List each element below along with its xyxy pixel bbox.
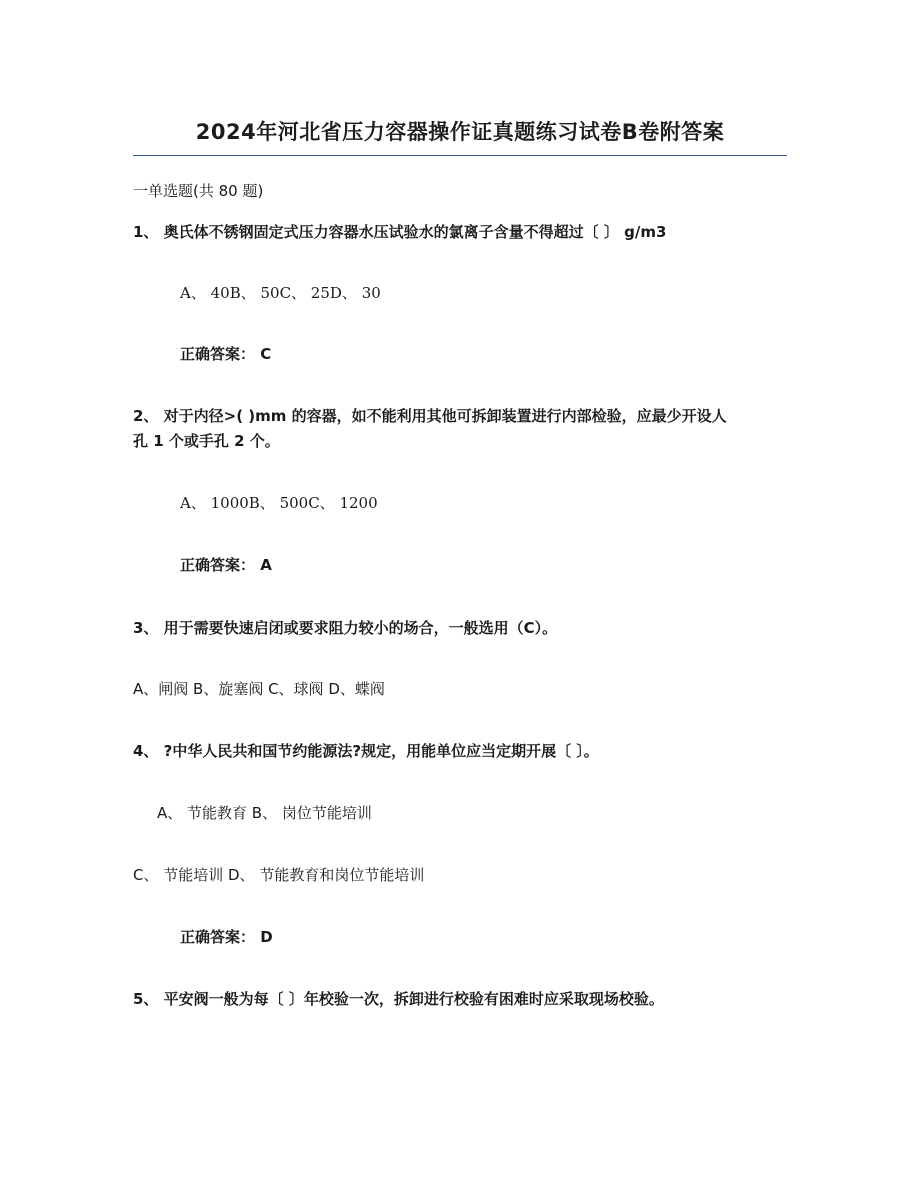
question-1-stem: 1、 奥氏体不锈钢固定式压力容器水压试验水的氯离子含量不得超过〔 〕 g/m3 [133,223,667,241]
question-3-options: A、闸阀 B、旋塞阀 C、球阀 D、蝶阀 [133,680,385,698]
question-4-answer: 正确答案： D [180,928,273,946]
question-1-options: A、 40B、 50C、 25D、 30 [180,284,381,302]
question-5-stem: 5、 平安阀一般为每〔 〕年校验一次，拆卸进行校验有困难时应采取现场校验。 [133,990,664,1008]
question-2-options: A、 1000B、 500C、 1200 [180,494,378,512]
question-3-stem: 3、 用于需要快速启闭或要求阻力较小的场合，一般选用（C）。 [133,619,558,637]
question-4-stem: 4、 ?中华人民共和国节约能源法?规定，用能单位应当定期开展〔 〕。 [133,742,599,760]
question-2-answer: 正确答案： A [180,556,272,574]
question-2-stem-line-2: 孔 1 个或手孔 2 个。 [133,432,280,450]
question-4-options-line-1: A、 节能教育 B、 岗位节能培训 [157,804,372,822]
question-1-answer: 正确答案： C [180,345,272,363]
question-2-stem-line-1: 2、 对于内径>( )mm 的容器，如不能利用其他可拆卸装置进行内部检验，应最少开设人 [133,407,727,425]
section-heading: 一单选题(共 80 题) [133,182,264,200]
document-title: 2024年河北省压力容器操作证真题练习试卷B卷附答案 [195,120,725,144]
title-divider [133,155,787,156]
question-4-options-line-2: C、 节能培训 D、 节能教育和岗位节能培训 [133,866,425,884]
